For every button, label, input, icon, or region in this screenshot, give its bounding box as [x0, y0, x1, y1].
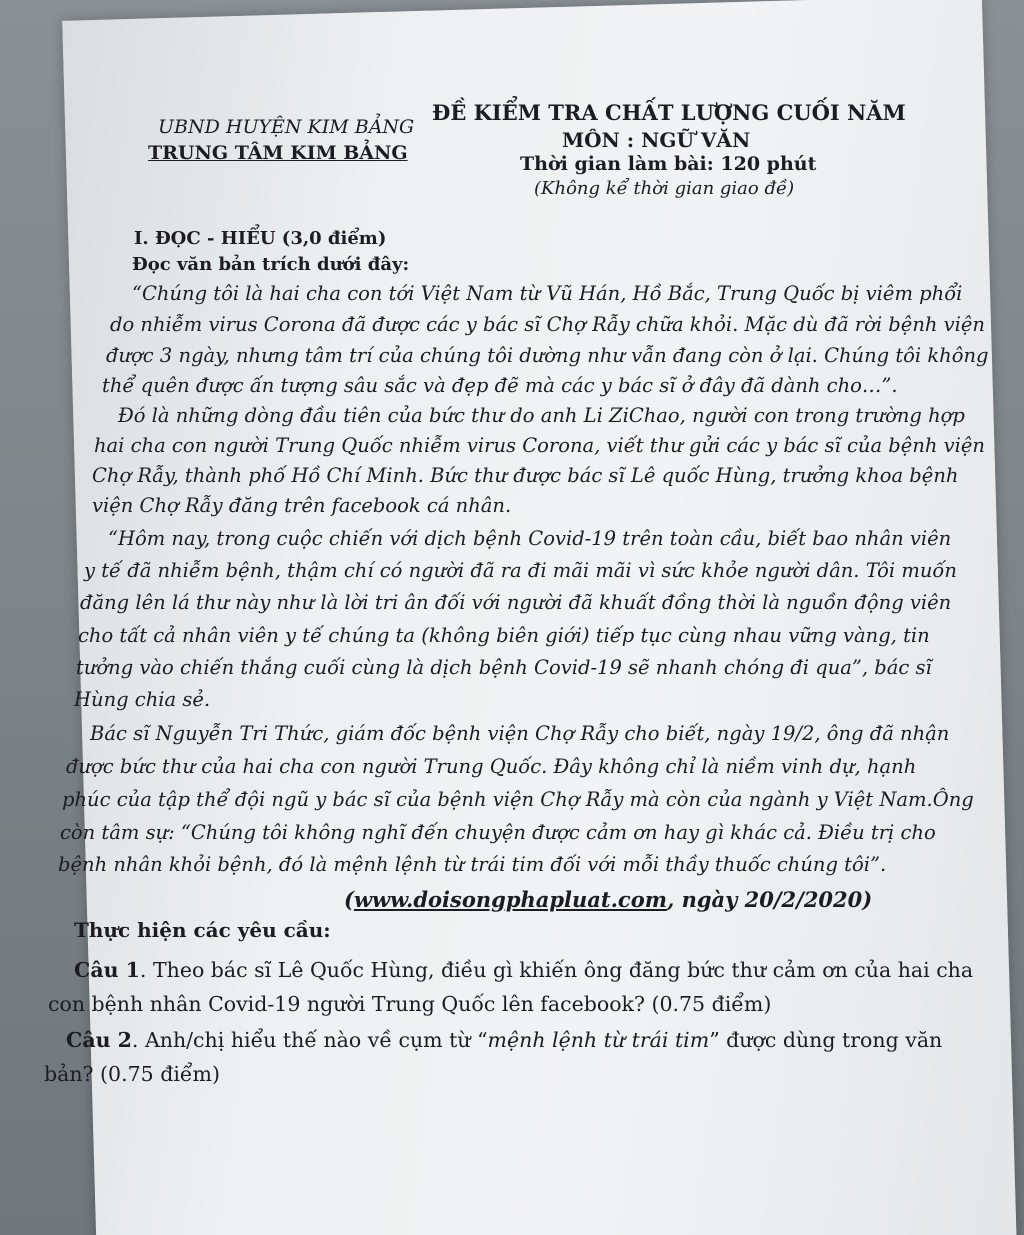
- exam-duration: Thời gian làm bài: 120 phút: [520, 153, 817, 175]
- passage-line: phúc của tập thể đội ngũ y bác sĩ của bệnh viện Chợ Rẫy mà còn của ngành y Việt Nam.Ông: [62, 788, 974, 811]
- passage-line: bệnh nhân khỏi bệnh, đó là mệnh lệnh từ trái tim đối với mỗi thầy thuốc chúng tôi”.: [58, 853, 887, 876]
- passage-line: do nhiễm virus Corona đã được các y bác sĩ Chợ Rẫy chữa khỏi. Mặc dù đã rời bệnh viện: [110, 313, 985, 336]
- section-instruction: Đọc văn bản trích dưới đây:: [132, 254, 410, 275]
- passage-line: “Chúng tôi là hai cha con tới Việt Nam từ Vũ Hán, Hồ Bắc, Trung Quốc bị viêm phổi: [132, 282, 963, 305]
- exam-subject: MÔN : NGỮ VĂN: [562, 128, 751, 152]
- source-citation: [344, 887, 872, 912]
- question-2-line-1: [66, 1028, 942, 1052]
- district-committee-name: UBND HUYỆN KIM BẢNG: [158, 116, 415, 138]
- question-1-line-2: con bệnh nhân Covid-19 người Trung Quốc lên facebook? (0.75 điểm): [48, 992, 772, 1016]
- question-2-label: Câu 2: [66, 1028, 132, 1052]
- passage-line: cho tất cả nhân viên y tế chúng ta (không biên giới) tiếp tục cùng nhau vững vàng, tin: [78, 624, 930, 647]
- passage-line: thể quên được ấn tượng sâu sắc và đẹp đẽ mà các y bác sĩ ở đây đã dành cho…”.: [102, 374, 898, 397]
- source-open-paren: (: [344, 887, 354, 912]
- question-1-text: . Theo bác sĩ Lê Quốc Hùng, điều gì khiến ông đăng bức thư cảm ơn của hai cha: [139, 958, 974, 982]
- passage-line: “Hôm nay, trong cuộc chiến với dịch bệnh Covid-19 trên toàn cầu, biết bao nhân viên: [108, 527, 952, 550]
- center-name: TRUNG TÂM KIM BẢNG: [148, 142, 408, 164]
- passage-line: y tế đã nhiễm bệnh, thậm chí có người đã ra đi mãi mãi vì sức khỏe người dân. Tôi muốn: [84, 559, 957, 582]
- passage-line: Bác sĩ Nguyễn Tri Thức, giám đốc bệnh viện Chợ Rẫy cho biết, ngày 19/2, ông đã nhận: [90, 722, 950, 745]
- tasks-heading: Thực hiện các yêu cầu:: [74, 918, 331, 942]
- exam-duration-note: (Không kể thời gian giao đề): [534, 178, 795, 199]
- source-date: , ngày 20/2/2020): [666, 887, 873, 912]
- question-1-label: Câu 1: [74, 958, 140, 982]
- passage-line: đăng lên lá thư này như là lời tri ân đối với người đã khuất đồng thời là nguồn động viên: [80, 591, 952, 614]
- question-2-line-2: bản? (0.75 điểm): [44, 1062, 220, 1086]
- passage-line: Đó là những dòng đầu tiên của bức thư do anh Li ZiChao, người con trong trường hợp: [118, 404, 965, 427]
- question-2-quoted-phrase: mệnh lệnh từ trái tim: [487, 1028, 710, 1052]
- source-website: www.doisongphapluat.com: [353, 887, 667, 912]
- passage-line: tưởng vào chiến thắng cuối cùng là dịch bệnh Covid-19 sẽ nhanh chóng đi qua”, bác sĩ: [76, 656, 932, 679]
- question-2-text-b: ” được dùng trong văn: [709, 1028, 943, 1052]
- question-1-line-1: [74, 958, 973, 982]
- passage-line: được bức thư của hai cha con người Trung Quốc. Đây không chỉ là niềm vinh dự, hạnh: [66, 755, 917, 778]
- passage-line: còn tâm sự: “Chúng tôi không nghĩ đến chuyện được cảm ơn hay gì khác cả. Điều trị cho: [60, 821, 936, 844]
- passage-line: hai cha con người Trung Quốc nhiễm virus Corona, viết thư gửi các y bác sĩ của bệnh viện: [94, 434, 985, 457]
- passage-line: được 3 ngày, nhưng tâm trí của chúng tôi dường như vẫn đang còn ở lại. Chúng tôi không: [106, 344, 989, 367]
- section-title: I. ĐỌC - HIỂU (3,0 điểm): [134, 228, 387, 249]
- question-2-text-a: . Anh/chị hiểu thế nào về cụm từ “: [131, 1028, 488, 1052]
- passage-line: Hùng chia sẻ.: [74, 688, 211, 711]
- exam-title: ĐỀ KIỂM TRA CHẤT LƯỢNG CUỐI NĂM: [432, 100, 906, 125]
- passage-line: Chợ Rẫy, thành phố Hồ Chí Minh. Bức thư được bác sĩ Lê quốc Hùng, trưởng khoa bệnh: [92, 464, 959, 487]
- passage-line: viện Chợ Rẫy đăng trên facebook cá nhân.: [92, 494, 512, 517]
